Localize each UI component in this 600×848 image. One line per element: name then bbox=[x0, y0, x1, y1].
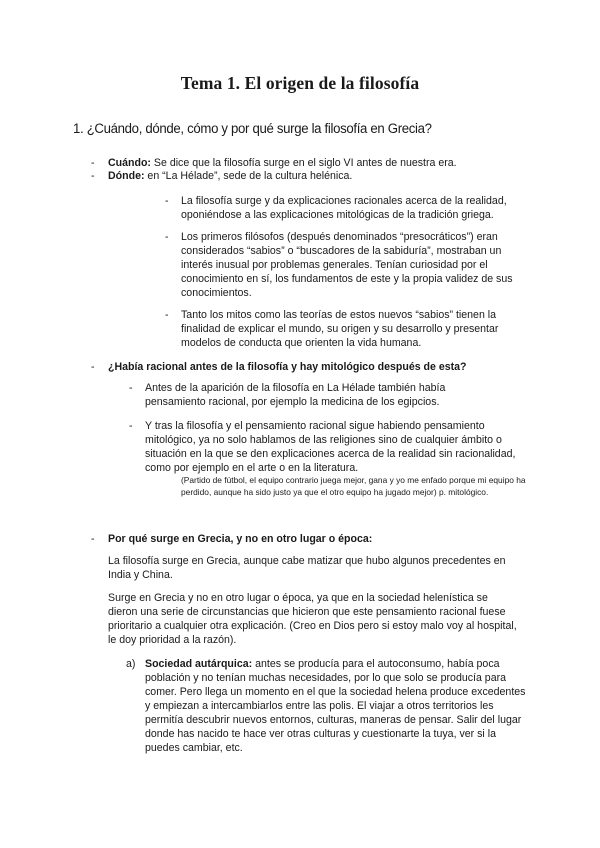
question-2-paragraph-1: La filosofía surge en Grecia, aunque cabe matizar que hubo algunos precedentes en India y China. bbox=[108, 555, 506, 581]
item-a-text: antes se producía para el autoconsumo, había poca población y no tenían muchas necesidades, por lo que solo se producía para comer. Pero llega un momento en el que la sociedad helena produce excedentes y empiezan a intercambiarlos entre las polis. El viajar a otros territorios les permitía descubrir nuevos entornos, culturas, maneras de pensar. Salir del lugar donde has nacido te hace ver otras culturas y cuestionarte la tuya, ver si la puedes cambiar, etc. bbox=[145, 658, 526, 754]
section-heading: 1. ¿Cuándo, dónde, cómo y por qué surge la filosofía en Grecia? bbox=[73, 121, 432, 137]
bullet-marker: - bbox=[165, 195, 169, 207]
item-a-label: Sociedad autárquica: bbox=[145, 658, 253, 670]
item-a bbox=[145, 657, 530, 755]
bullet-donde-text: en “La Hélade”, sede de la cultura helénica. bbox=[144, 170, 353, 182]
question-1-heading-text: ¿Había racional antes de la filosofía y hay mitológico después de esta? bbox=[108, 361, 467, 373]
bullet-cuando-text: Se dice que la filosofía surge en el siglo VI antes de nuestra era. bbox=[150, 157, 457, 169]
question-2-heading bbox=[108, 532, 548, 546]
donde-point-1: La filosofía surge y da explicaciones racionales acerca de la realidad, oponiéndose a las explicaciones mitológicas de la tradición griega. bbox=[181, 195, 507, 221]
question-1-point-1: Antes de la aparición de la filosofía en La Hélade también había pensamiento racional, por ejemplo la medicina de los egipcios. bbox=[145, 382, 446, 408]
item-a-marker: a) bbox=[126, 658, 136, 670]
bullet-marker: - bbox=[129, 382, 133, 394]
bullet-marker: - bbox=[165, 231, 169, 243]
donde-point-3: Tanto los mitos como las teorías de estos nuevos “sabios” tienen la finalidad de explicar el mundo, su origen y su desarrollo y presentar modelos de conducta que orienten la vida humana. bbox=[181, 309, 499, 349]
bullet-marker: - bbox=[91, 533, 95, 545]
question-1-note: (Partido de fútbol, el equipo contrario juega mejor, gana y yo me enfado porque mi equipo ha perdido, aunque ha sido justo ya que el otro equipo ha jugado mejor) p. mitológico. bbox=[181, 475, 526, 497]
donde-point-2: Los primeros filósofos (después denominados “presocráticos”) eran considerados “sabios” o “buscadores de la sabiduría”, mostraban un interés inusual por problemas generales. Tenían curiosidad por el conocimiento en sí, los fundamentos de este y la propia validez de sus conocimientos. bbox=[181, 231, 513, 299]
bullet-marker: - bbox=[91, 361, 95, 373]
question-1-heading bbox=[108, 360, 548, 374]
question-2-paragraph-2: Surge en Grecia y no en otro lugar o época, ya que en la sociedad helenística se dieron una serie de circunstancias que hicieron que este pensamiento racional fuese prioritario a cualquier otra explicación. (Creo en Dios pero si estoy malo voy al hospital, le doy prioridad a la razón). bbox=[108, 592, 517, 646]
bullet-donde bbox=[108, 169, 548, 183]
question-2-heading-text: Por qué surge en Grecia, y no en otro lugar o época: bbox=[108, 533, 373, 545]
document-title: Tema 1. El origen de la filosofía bbox=[180, 73, 420, 93]
bullet-cuando bbox=[108, 156, 548, 170]
bullet-marker: - bbox=[165, 309, 169, 321]
bullet-marker: - bbox=[91, 170, 95, 182]
question-1-point-2: Y tras la filosofía y el pensamiento racional sigue habiendo pensamiento mitológico, ya no solo hablamos de las religiones sino de cualquier ámbito o situación en la que se den explicaciones acerca de la realidad sin racionalidad, como por ejemplo en el arte o en la literatura. bbox=[145, 420, 516, 474]
bullet-cuando-label: Cuándo: bbox=[108, 157, 151, 169]
bullet-marker: - bbox=[129, 420, 133, 432]
bullet-donde-label: Dónde: bbox=[108, 170, 145, 182]
bullet-marker: - bbox=[91, 157, 95, 169]
